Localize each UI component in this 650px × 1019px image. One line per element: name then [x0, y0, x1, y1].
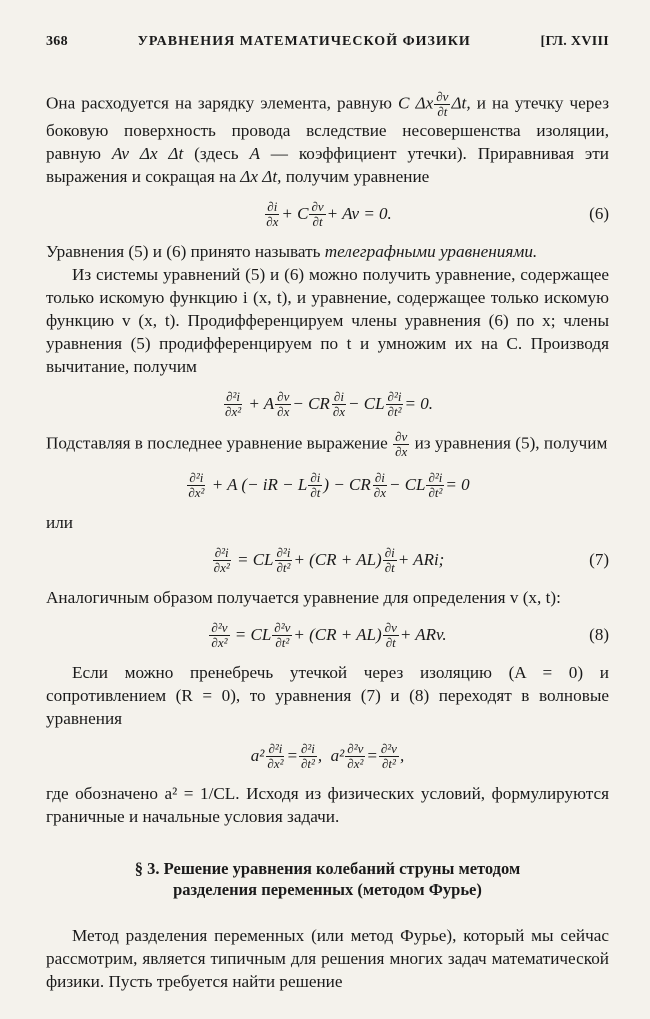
running-title: УРАВНЕНИЯ МАТЕМАТИЧЕСКОЙ ФИЗИКИ — [137, 34, 471, 49]
equation-number: (7) — [589, 550, 609, 569]
paragraph-substitute: Подставляя в последнее уравнение выражение $\frac{\partial v}{\partial x}$ из уравнения (5), получим — [46, 429, 608, 459]
paragraph-wave: Если можно пренебречь утечкой через изоляцию (A = 0) и сопротивлением (R = 0), то уравнения (7) и (8) переходят в волновые уравнения — [46, 663, 609, 728]
chapter-label: [ГЛ. XVIII — [540, 34, 609, 49]
or-label: или — [46, 513, 73, 532]
equation-substituted: $\frac{\text{∂²i}}{\text{∂x²}}$ + A (− iR − L $\frac{\partial i}{\partial t}$ ) − CR $\frac{\partial i}{\partial x}$ − CL $\frac{\text{∂²i}}{\text{∂t²}}$ = 0 — [188, 469, 470, 500]
paragraph-system: Из системы уравнений (5) и (6) можно получить уравнение, содержащее только искомую функцию i (x, t), и уравнение, содержащее только искомую функцию v (x, t). Продифференцируем члены уравнения (6) по x; члены уравнения (5) продифференцируем по t и умножим их на C. Производя вычитание, получим — [46, 265, 609, 376]
equation-wave: a² $\frac{\text{∂²i}}{\text{∂x²}}$ = $\frac{\text{∂²i}}{\text{∂t²}}$ , a² $\frac{\text{∂²v}}{\text{∂x²}}$ = $\frac{\text{∂²v}}{\text{∂t²}}$ , — [250, 740, 405, 771]
paragraph-notation: где обозначено a² = 1/CL. Исходя из физических условий, формулируются граничные и начальные условия задачи. — [46, 784, 609, 826]
paragraph-telegraph: Уравнения (5) и (6) принято называть телеграфными уравнениями. — [46, 242, 538, 261]
running-header — [46, 34, 609, 50]
equation-subtract: $\frac{\text{∂²i}}{\text{∂x²}}$ + A $\frac{\partial v}{\partial x}$ − CR $\frac{\partial i}{\partial x}$ − CL $\frac{\text{∂²i}}{\text{∂t²}}$ = 0. — [225, 388, 433, 419]
equation-7: $\frac{\text{∂²i}}{\text{∂x²}}$ = CL $\frac{\text{∂²i}}{\text{∂t²}}$ + (CR + AL) $\frac{\partial i}{\partial t}$ + ARi; (7) — [213, 544, 609, 575]
paragraph-analog: Аналогичным образом получается уравнение для определения v (x, t): — [46, 588, 561, 607]
equation-6: $\frac{\partial i}{\partial x}$ + C $\frac{\partial v}{\partial t}$ + Av = 0. (6) — [266, 198, 609, 229]
page-number: 368 — [46, 34, 68, 49]
paragraph-charge: Она расходуется на зарядку элемента, равную C Δx $\frac{\partial v}{\partial t}$ Δt, и на утечку через боковую поверхность провода вследствие несовершенства изоляции, равную Av Δx Δt (здесь A — коэффициент утечки). Приравнивая эти выражения и сокращая на Δx Δt, получим уравнение — [46, 89, 610, 186]
equation-number: (6) — [589, 204, 609, 223]
book-page — [46, 34, 609, 993]
section-heading: § 3. Решение уравнения колебаний струны методом разделения переменных (методом Фурье) — [134, 859, 521, 899]
paragraph-fourier: Метод разделения переменных (или метод Фурье), который мы сейчас рассмотрим, является типичным для решения многих задач математической физики. Пусть требуется найти решение — [46, 926, 609, 991]
equation-8: $\frac{\text{∂²v}}{\text{∂x²}}$ = CL $\frac{\text{∂²v}}{\text{∂t²}}$ + (CR + AL) $\frac{\partial v}{\partial t}$ + ARv. (8) — [211, 619, 609, 650]
equation-number: (8) — [589, 625, 609, 644]
